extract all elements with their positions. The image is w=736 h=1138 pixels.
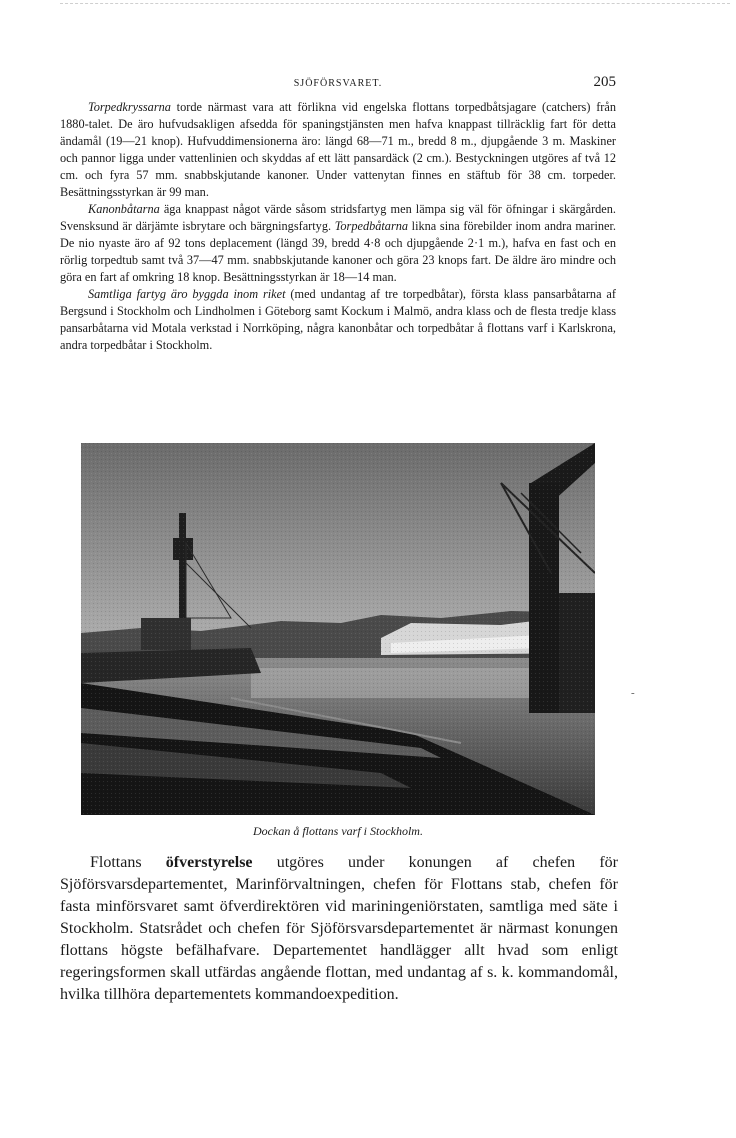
- large-text-section: [60, 852, 618, 1006]
- paragraph-lead: Samtliga fartyg äro byggda inom riket: [88, 287, 286, 301]
- paragraph-text: äga knappast något värde såsom stridsfartyg men lämpa sig väl för öfningar i skärgården. Svensksund är därjämte isbrytare och bärgningsfartyg.: [60, 202, 616, 233]
- margin-mark: -: [631, 687, 635, 699]
- photo-caption: Dockan å flottans varf i Stockholm.: [253, 824, 423, 838]
- paragraph-lead: Kanonbåtarna: [88, 202, 160, 216]
- page-number: 205: [593, 74, 616, 90]
- paragraph-text-2: likna sina förebilder inom andra mariner. De nio nyaste äro af 92 tons deplacement (längd 39, bredd 4·8 och djupgående 2·1 m.), hafva en fast och en rörlig torpedtub samt två 37—47 mm. snabbskjutande kanoner och göra 23 knops fart. De äldre äro mindre och göra en fart af omkring 18 knop. Besättningsstyrkan är 18—14 man.: [60, 219, 616, 284]
- small-text-section: [60, 99, 616, 354]
- paragraph-ofverstyrelse: [60, 852, 618, 1006]
- paragraph-samtliga-fartyg: [60, 286, 616, 354]
- paragraph-kanonbatarna: [60, 201, 616, 286]
- paragraph-torpedkryssarna: [60, 99, 616, 201]
- paragraph-text: (med undantag af tre torpedbåtar), första klass pansarbåtarna af Bergsund i Stockholm och Lindholmen i Göteborg samt Kockum i Malmö, andra klass och de flesta tredje klass pansarbåtarna vid Motala verkstad i Norrköping, några kanonbåtar och torpedbåtar å flottans varf i Karlskrona, andra torpedbåtar i Stockholm.: [60, 287, 616, 352]
- paragraph-lead: Torpedkryssarna: [88, 100, 171, 114]
- paragraph-lead-2: Torpedbåtarna: [334, 219, 409, 233]
- paragraph-text: utgöres under konungen af chefen för Sjöförsvarsdepartementet, Marinförvaltningen, chefen för Flottans stab, chefen för fasta minförsvaret samt öfverdirektören vid mariningeniörstaten, samtliga med säte i Stockholm. Statsrådet och chefen för Sjöförsvarsdepartementet är närmast konungen flottans högste befälhafvare. Departementet handlägger allt hvad som enligt regeringsformen skall utfärdas angående flottan, med undantag af s. k. kommandomål, hvilka tillhöra departementets kommandoexpedition.: [60, 854, 618, 1003]
- dock-photograph: [81, 443, 595, 815]
- top-scan-line: [60, 3, 730, 4]
- page-header: [60, 76, 616, 92]
- paragraph-text: torde närmast vara att förlikna vid engelska flottans torpedbåtsjagare (catchers) från 1880-talet. De äro hufvudsakligen afsedda för spaningstjänsten men hafva knappast tillräcklig fart för detta ändamål (19—21 knop). Hufvuddimensionerna äro: längd 68—71 m., bredd 8 m., djupgående 3 m. Maskiner och pannor ligga under vattenlinien och skyddas af ett lätt pansardäck (2 cm.). Bestyckningen utgöres af två 12 cm. och fyra 57 mm. snabbskjutande kanoner. Under vattenytan finnes en stäftub för 38 cm. torpeder. Besättningsstyrkan är 99 man.: [60, 100, 616, 199]
- paragraph-intro: Flottans: [90, 854, 166, 871]
- running-title: SJÖFÖRSVARET.: [293, 78, 383, 89]
- paragraph-bold-term: öfverstyrelse: [165, 854, 253, 871]
- dock-photo-illustration: [81, 443, 595, 815]
